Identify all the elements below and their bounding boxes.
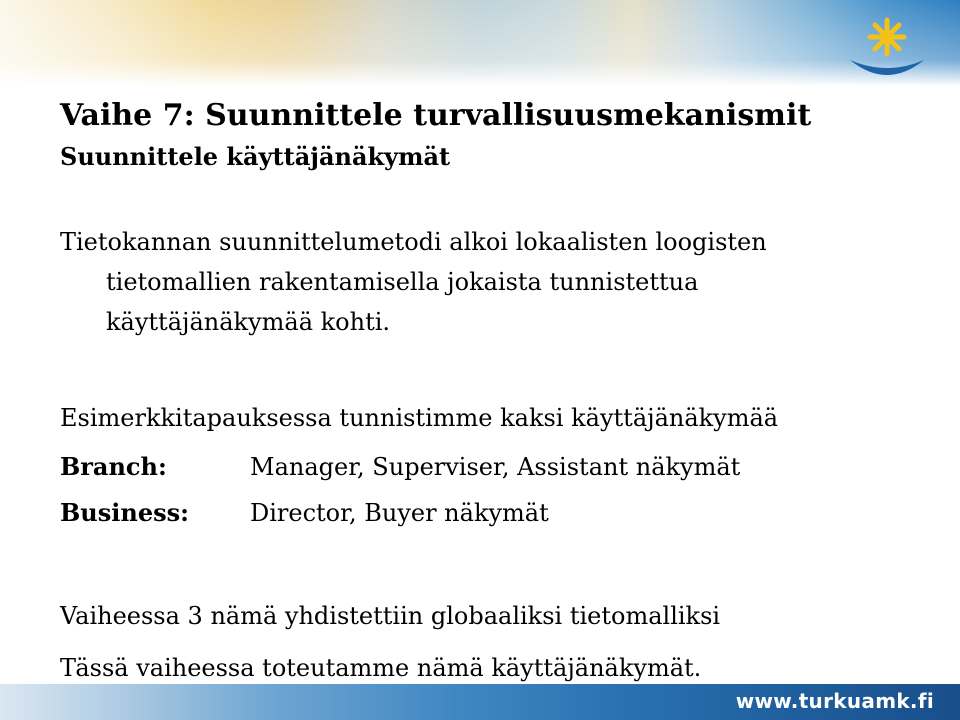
example-heading: Esimerkkitapauksessa tunnistimme kaksi käyttäjänäkymää bbox=[60, 404, 779, 432]
business-label: Business: bbox=[60, 498, 189, 527]
slide-subtitle: Suunnittele käyttäjänäkymät bbox=[60, 142, 451, 171]
business-row bbox=[60, 498, 549, 527]
smile-icon bbox=[850, 60, 924, 75]
intro-paragraph bbox=[60, 222, 920, 342]
conclusion-paragraph bbox=[60, 590, 720, 694]
conclusion-line-1: Vaiheessa 3 nämä yhdistettiin globaaliksi tietomalliksi bbox=[60, 602, 721, 630]
branch-row bbox=[60, 452, 740, 481]
intro-line-3: käyttäjänäkymää kohti. bbox=[106, 308, 391, 336]
sun-star-icon bbox=[870, 20, 904, 54]
turkuamk-logo bbox=[842, 14, 932, 84]
footer-url[interactable]: www.turkuamk.fi bbox=[735, 689, 934, 713]
conclusion-line-2: Tässä vaiheessa toteutamme nämä käyttäjänäkymät. bbox=[60, 654, 702, 682]
branch-value: Manager, Superviser, Assistant näkymät bbox=[250, 453, 741, 481]
business-value: Director, Buyer näkymät bbox=[250, 499, 549, 527]
slide-title: Vaihe 7: Suunnittele turvallisuusmekanismit bbox=[60, 98, 812, 133]
intro-line-2: tietomallien rakentamisella jokaista tunnistettua bbox=[106, 268, 699, 296]
intro-line-1: Tietokannan suunnittelumetodi alkoi lokaalisten loogisten bbox=[60, 228, 767, 256]
top-decorative-band bbox=[0, 0, 960, 86]
branch-label: Branch: bbox=[60, 452, 167, 481]
